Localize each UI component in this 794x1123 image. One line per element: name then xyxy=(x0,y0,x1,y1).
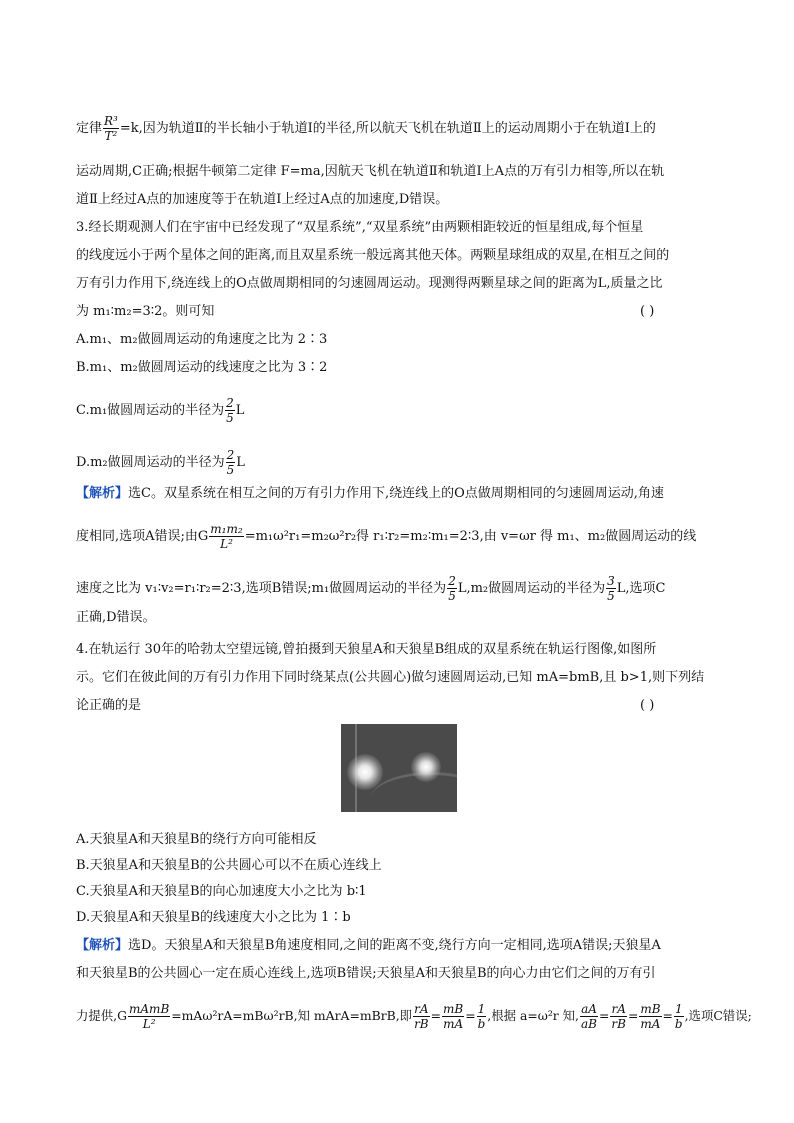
question-4-stem: 4.在轨运行 30年的哈勃太空望远镜,曾拍摄到天狼星A和天狼星B组成的双星系统在轨运行图像,如图所 xyxy=(76,642,657,657)
option-b: B.天狼星A和天狼星B的公共圆心可以不在质心连线上 xyxy=(76,858,382,873)
fraction-1-b: $\frac{1}{b}$ xyxy=(674,1002,683,1031)
fraction-mb-ma: $\frac{mB}{mA}$ xyxy=(640,1002,661,1031)
option-a: A.天狼星A和天狼星B的绕行方向可能相反 xyxy=(76,832,317,847)
answer-blank: ( ) xyxy=(640,698,655,713)
fraction-m1m2-l2: $\frac{\text{m₁m₂}}{\text{L²}}$ xyxy=(210,522,243,551)
option-c: C.天狼星A和天狼星B的向心加速度大小之比为 b∶1 xyxy=(76,884,367,899)
sirius-binary-photo xyxy=(341,724,457,812)
fraction-ra-rb: $\frac{rA}{rB}$ xyxy=(414,1002,429,1031)
analysis-3: 【解析】选C。双星系统在相互之间的万有引力作用下,绕连线上的O点做周期相同的匀速圆周运动,角速 xyxy=(76,486,664,501)
fraction-2-5: $\frac{2}{5}$ xyxy=(226,396,234,425)
text-line: 力提供,G mAmB L² =mAω²rA=mBω²rB,知 mArA=mBrB,即 $\frac{rA}{rB}$ = $\frac{mB}{mA}$ = $\frac{1}{b}$ ,根据 a=ω²r 知, $\frac{aA}{aB}$ = $\frac{rA}{rB}$ = $\frac{mB}{mA}$ = $\frac{1}{b}$ ,选项C错误; xyxy=(76,1002,752,1031)
text-line: 示。它们在彼此间的万有引力作用下同时绕某点(公共圆心)做匀速圆周运动,已知 mA=bmB,且 b>1,则下列结 xyxy=(76,670,705,685)
text: 定律 xyxy=(76,121,103,136)
analysis-4: 【解析】选D。天狼星A和天狼星B角速度相同,之间的距离不变,绕行方向一定相同,选项A错误;天狼星A xyxy=(76,938,661,953)
text-line xyxy=(76,114,716,143)
text-line: 和天狼星B的公共圆心一定在质心连线上,选项B错误;天狼星A和天狼星B的向心力由它们之间的万有引 xyxy=(76,966,656,981)
fraction-r3-t2: $\frac{\text{R³}}{\text{T²}}$ xyxy=(104,114,118,143)
fraction-mamb-l2: mAmB L² xyxy=(129,1002,170,1031)
star-a xyxy=(347,754,383,790)
text: 为 m₁∶m₂=3∶2。则可知 xyxy=(76,304,215,319)
analysis-tag: 【解析】 xyxy=(76,938,129,953)
fraction-mb-ma: $\frac{mB}{mA}$ xyxy=(443,1002,464,1031)
text-line: 正确,D错误。 xyxy=(76,610,156,625)
fraction-2-5: $\frac{2}{5}$ xyxy=(226,448,235,477)
text: D.m₂做圆周运动的半径为 xyxy=(76,455,225,470)
option-d: D.m₂做圆周运动的半径为 $\frac{2}{5}$ L xyxy=(76,448,245,477)
text-line xyxy=(76,302,716,322)
fraction-ra-rb: $\frac{rA}{rB}$ xyxy=(611,1002,626,1031)
text-line: 论正确的是 ( ) xyxy=(76,696,716,716)
fraction-1-b: $\frac{1}{b}$ xyxy=(477,1002,486,1031)
option-a: A.m₁、m₂做圆周运动的角速度之比为 2∶3 xyxy=(76,332,328,347)
text: C.m₁做圆周运动的半径为 xyxy=(76,403,225,418)
text-line: 万有引力作用下,绕连线上的O点做周期相同的匀速圆周运动。现测得两颗星球之间的距离为L,质量之比 xyxy=(76,276,663,291)
analysis-tag: 【解析】 xyxy=(76,486,129,501)
text-line: 的线度远小于两个星体之间的距离,而且双星系统一般远离其他天体。两颗星球组成的双星,在相互之间的 xyxy=(76,248,670,263)
text: =k,因为轨道Ⅱ的半长轴小于轨道Ⅰ的半径,所以航天飞机在轨道Ⅱ上的运动周期小于在轨道Ⅰ上的 xyxy=(119,121,656,136)
question-3-stem: 3.经长期观测人们在宇宙中已经发现了“双星系统”,“双星系统”由两颗相距较近的恒星组成,每个恒星 xyxy=(76,220,644,235)
text-line: 度相同,选项A错误;由G $\frac{\text{m₁m₂}}{\text{L²}}$ =m₁ω²r₁=m₂ω²r₂得 r₁∶r₂=m₂∶m₁=2∶3,由 v=ωr 得 m₁、m₂做圆周运动的线 xyxy=(76,522,697,551)
answer-blank: ( ) xyxy=(640,304,655,319)
option-c: C.m₁做圆周运动的半径为 $\frac{2}{5}$ L xyxy=(76,396,245,425)
fraction-aa-ab: $\frac{aA}{aB}$ xyxy=(581,1002,597,1031)
text-line: 道Ⅱ上经过A点的加速度等于在轨道Ⅰ上经过A点的加速度,D错误。 xyxy=(76,192,449,207)
text-line: 运动周期,C正确;根据牛顿第二定律 F=ma,因航天飞机在轨道Ⅱ和轨道Ⅰ上A点的万有引力相等,所以在轨 xyxy=(76,164,665,179)
text-line: 速度之比为 v₁∶v₂=r₁∶r₂=2∶3,选项B错误;m₁做圆周运动的半径为 $\frac{2}{5}$ L,m₂做圆周运动的半径为 $\frac{3}{5}$ L,选项C xyxy=(76,574,666,603)
fraction-2-5: $\frac{2}{5}$ xyxy=(448,574,456,603)
option-d: D.天狼星A和天狼星B的线速度大小之比为 1∶b xyxy=(76,910,351,925)
star-b xyxy=(411,752,441,782)
fraction-3-5: $\frac{3}{5}$ xyxy=(607,574,615,603)
option-b: B.m₁、m₂做圆周运动的线速度之比为 3∶2 xyxy=(76,360,328,375)
